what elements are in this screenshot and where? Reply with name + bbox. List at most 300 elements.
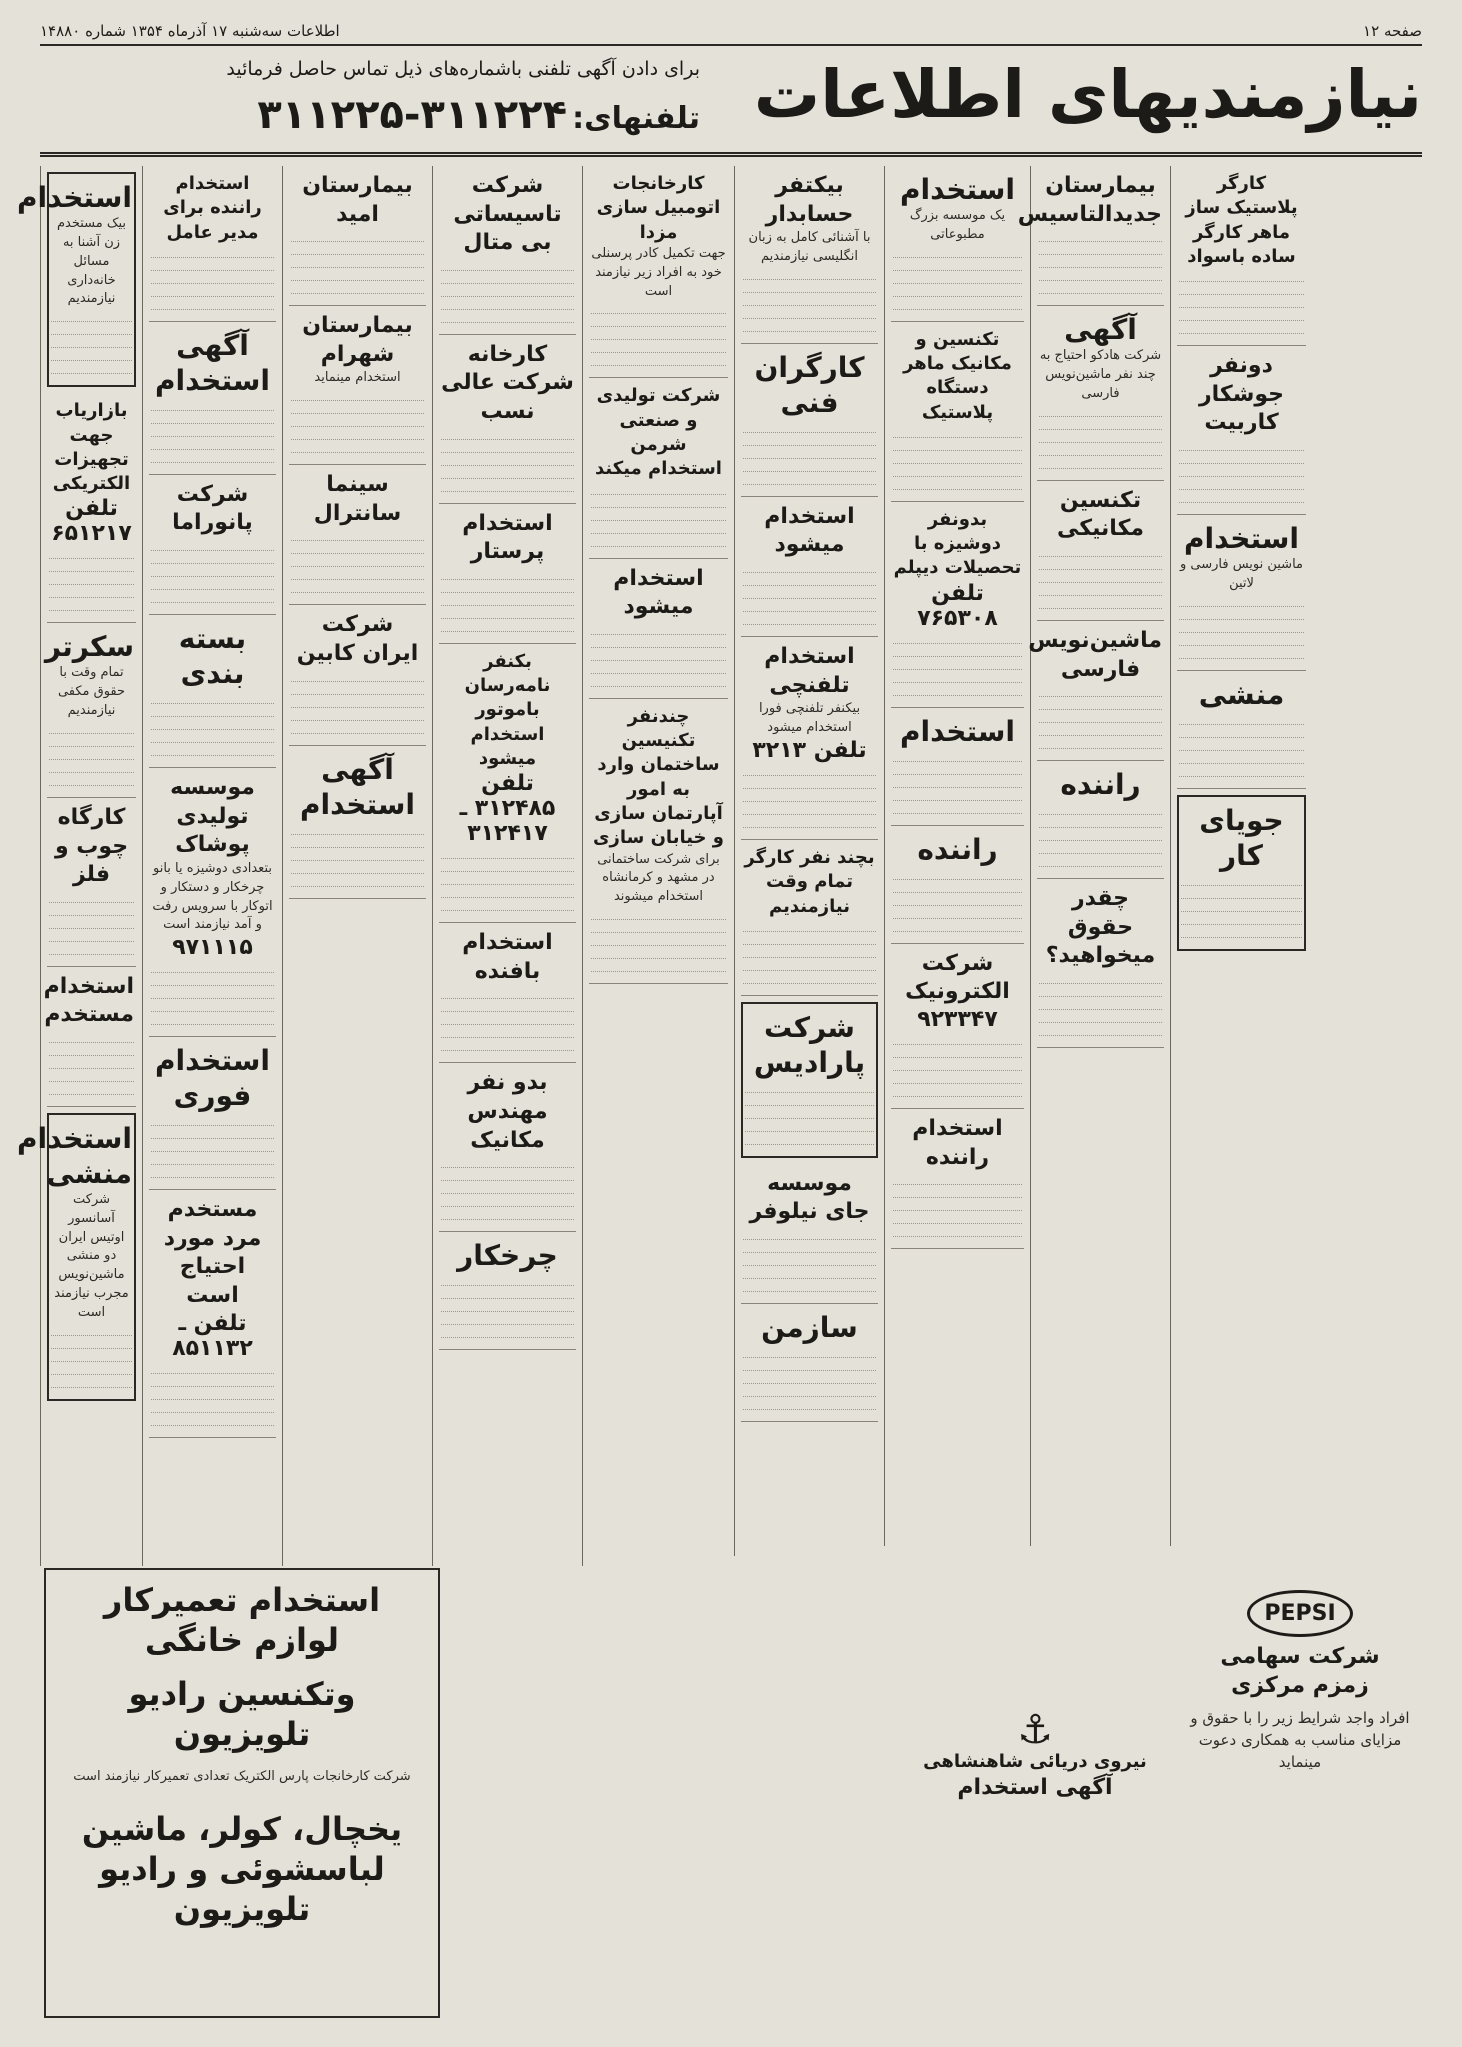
- small-print: [1179, 597, 1304, 607]
- small-print: [743, 792, 876, 802]
- ad-column: [282, 166, 432, 1566]
- appliance-repair-ad: [44, 1568, 440, 2018]
- ad-headline: تکنسین مکانیکی: [1057, 487, 1144, 542]
- classified-ad: [589, 166, 728, 378]
- small-print: [151, 720, 274, 730]
- navy-anchor-icon: ⚓: [1017, 1707, 1053, 1753]
- small-print: [291, 557, 424, 567]
- small-print: [291, 443, 424, 453]
- small-print: [291, 864, 424, 874]
- small-print: [743, 766, 876, 776]
- small-print: [893, 1201, 1022, 1211]
- small-print: [743, 1374, 876, 1384]
- small-print: [1181, 915, 1302, 925]
- ad-headline: منشی: [1198, 677, 1285, 711]
- small-print: [893, 870, 1022, 880]
- classified-ad: [439, 335, 576, 504]
- ad-column: [16, 166, 142, 1566]
- small-print: [893, 1035, 1022, 1045]
- small-print: [1039, 433, 1162, 443]
- small-print: [743, 602, 876, 612]
- small-print: [1181, 928, 1302, 938]
- small-print: [745, 1096, 874, 1106]
- small-print: [743, 818, 876, 828]
- small-print: [151, 1377, 274, 1387]
- classified-ad: [43, 967, 136, 1107]
- dateline: اطلاعات سه‌شنبه ۱۷ آذرماه ۱۳۵۴ شماره ۱۴۸۸۰: [40, 22, 340, 40]
- small-print: [151, 414, 274, 424]
- small-print: [1039, 974, 1162, 984]
- small-print: [49, 562, 134, 572]
- classified-ad: [16, 172, 136, 387]
- small-print: [743, 283, 876, 293]
- small-print: [743, 935, 876, 945]
- small-print: [893, 752, 1022, 762]
- small-print: [1039, 547, 1162, 557]
- small-print: [745, 1122, 874, 1132]
- ad-headline: استخدام مستخدم: [43, 973, 134, 1028]
- classified-ad: [741, 1304, 878, 1422]
- small-print: [49, 906, 134, 916]
- small-print: [893, 634, 1022, 644]
- ad-headline: بیمارستان امید: [302, 173, 413, 227]
- small-print: [1039, 1000, 1162, 1010]
- classified-ad: [891, 1109, 1024, 1249]
- small-print: [441, 609, 574, 619]
- ad-phone: تلفن ۳۲۱۳: [752, 737, 867, 763]
- small-print: [151, 733, 274, 743]
- small-print: [151, 1155, 274, 1165]
- small-print: [291, 583, 424, 593]
- small-print: [291, 531, 424, 541]
- classified-ad: [741, 840, 878, 996]
- ad-column: [432, 166, 582, 1566]
- classified-ad: [149, 1190, 276, 1437]
- classified-ad: [439, 166, 576, 335]
- appliance-ad-subtitle: وتکنسین رادیو تلویزیون: [128, 1675, 356, 1753]
- small-print: [1039, 245, 1162, 255]
- small-print: [151, 1364, 274, 1374]
- small-print: [893, 274, 1022, 284]
- small-print: [441, 862, 574, 872]
- small-print: [893, 791, 1022, 801]
- small-print: [893, 1048, 1022, 1058]
- small-print: [743, 270, 876, 280]
- small-print: [743, 423, 876, 433]
- small-print: [1039, 1013, 1162, 1023]
- small-print: [441, 1276, 574, 1286]
- small-print: [591, 343, 726, 353]
- small-print: [151, 989, 274, 999]
- small-print: [591, 651, 726, 661]
- ad-headline: شرکت تاسیساتی بی متال: [453, 173, 562, 256]
- small-print: [591, 485, 726, 495]
- ad-headline: چقدر حقوق میخواهید؟: [1045, 886, 1156, 969]
- small-print: [291, 711, 424, 721]
- small-print: [441, 261, 574, 271]
- classified-ad: [149, 768, 276, 1037]
- classified-ad: [589, 559, 728, 699]
- ad-headline: استخدام راننده: [912, 1115, 1003, 1170]
- classified-ad: [741, 166, 878, 344]
- small-print: [1179, 715, 1304, 725]
- small-print: [441, 901, 574, 911]
- small-print: [51, 338, 132, 348]
- small-print: [151, 567, 274, 577]
- small-print: [743, 805, 876, 815]
- small-print: [291, 245, 424, 255]
- small-print: [1039, 420, 1162, 430]
- small-print: [893, 287, 1022, 297]
- ad-headline: سکرتر: [44, 630, 134, 664]
- small-print: [743, 1230, 876, 1240]
- small-print: [743, 1361, 876, 1371]
- ad-headline: بیمارستان شهرام: [302, 313, 413, 367]
- small-print: [1181, 876, 1302, 886]
- ad-headline: استخدام پرستار: [462, 510, 553, 565]
- small-print: [591, 923, 726, 933]
- small-print: [1179, 298, 1304, 308]
- small-print: [743, 462, 876, 472]
- small-print: [1039, 459, 1162, 469]
- small-print: [893, 686, 1022, 696]
- classified-ad: [149, 1037, 276, 1190]
- small-print: [1179, 454, 1304, 464]
- small-print: [291, 570, 424, 580]
- ad-phone: تلفن ـ ۸۵۱۱۳۲: [172, 1310, 253, 1361]
- small-print: [893, 673, 1022, 683]
- ad-headline: کارگر پلاستیک ساز ماهر کارگر ساده باسواد: [1185, 173, 1298, 267]
- ad-column: [142, 166, 282, 1566]
- ad-headline: سینما سانترال: [313, 472, 402, 526]
- ad-headline: استخدام فوری: [154, 1044, 271, 1113]
- ad-text: استخدام مینماید: [314, 370, 401, 386]
- small-print: [743, 1269, 876, 1279]
- small-print: [893, 765, 1022, 775]
- small-print: [291, 851, 424, 861]
- small-print: [151, 1168, 274, 1178]
- small-print: [51, 1378, 132, 1388]
- small-print: [291, 838, 424, 848]
- ad-text: برای شرکت ساختمانی در مشهد و کرمانشاه استخدام میشوند: [597, 851, 720, 905]
- classified-ad: [439, 1232, 576, 1350]
- small-print: [151, 248, 274, 258]
- ad-headline: آگهی: [1064, 313, 1137, 347]
- small-print: [1039, 857, 1162, 867]
- small-print: [1039, 586, 1162, 596]
- small-print: [441, 1015, 574, 1025]
- small-print: [441, 1315, 574, 1325]
- small-print: [1039, 687, 1162, 697]
- ad-text: بیک مستخدم زن آشنا به مسائل خانه‌داری نیازمندیم: [56, 216, 127, 307]
- ad-headline: شرکت تولیدی و صنعتی شرمن استخدام میکند: [595, 385, 722, 480]
- ad-headline: ماشین‌نویس فارسی: [1028, 627, 1162, 682]
- ad-headline: بیمارستان جدیدالتاسیس: [1017, 173, 1162, 227]
- small-print: [151, 274, 274, 284]
- classified-ad: [16, 1113, 136, 1401]
- small-print: [893, 261, 1022, 271]
- small-print: [745, 1135, 874, 1145]
- small-print: [151, 963, 274, 973]
- small-print: [591, 949, 726, 959]
- classified-ad: [1177, 515, 1306, 671]
- ad-headline: بازاریاب جهت تجهیزات الکتریکی: [52, 400, 131, 495]
- zamzam-text: افراد واجد شرایط زیر را با حقوق و مزایای مناسب به همکاری دعوت مینماید: [1190, 1709, 1410, 1771]
- classified-ad: [439, 923, 576, 1063]
- ad-headline: استخدام تلفنچی: [764, 644, 855, 698]
- small-print: [893, 441, 1022, 451]
- small-print: [151, 287, 274, 297]
- small-print: [1179, 741, 1304, 751]
- small-print: [291, 404, 424, 414]
- classified-ad: [891, 502, 1024, 708]
- small-print: [151, 300, 274, 310]
- small-print: [441, 456, 574, 466]
- small-print: [49, 945, 134, 955]
- small-print: [893, 922, 1022, 932]
- phones-number: ۳۱۱۲۲۵-۳۱۱۲۲۴: [257, 92, 567, 138]
- small-print: [1179, 623, 1304, 633]
- small-print: [291, 825, 424, 835]
- small-print: [49, 1033, 134, 1043]
- small-print: [1179, 467, 1304, 477]
- ad-headline: تکنسین و مکانیک ماهر دستگاه پلاستیک: [903, 328, 1012, 423]
- small-print: [441, 430, 574, 440]
- small-print: [441, 1171, 574, 1181]
- small-print: [591, 498, 726, 508]
- small-print: [743, 1282, 876, 1292]
- small-print: [441, 469, 574, 479]
- small-print: [49, 1072, 134, 1082]
- small-print: [893, 1188, 1022, 1198]
- ad-headline: کارگاه چوب و فلز: [54, 804, 129, 888]
- small-print: [1039, 713, 1162, 723]
- small-print: [441, 482, 574, 492]
- small-print: [291, 284, 424, 294]
- small-print: [743, 1243, 876, 1253]
- small-print: [49, 776, 134, 786]
- small-print: [1179, 272, 1304, 282]
- small-print: [1179, 610, 1304, 620]
- small-print: [1039, 446, 1162, 456]
- small-print: [1039, 739, 1162, 749]
- small-print: [591, 330, 726, 340]
- small-print: [441, 583, 574, 593]
- small-print: [441, 875, 574, 885]
- zamzam-ad: [1180, 1580, 1420, 2010]
- classified-ad: [741, 497, 878, 637]
- ad-headline: بچند نفر کارگر تمام وقت نیازمندیم: [744, 846, 875, 917]
- ad-headline: بدو نفر مهندس مکانیک: [467, 1070, 548, 1153]
- small-print: [1179, 636, 1304, 646]
- small-print: [893, 467, 1022, 477]
- ad-column: [582, 166, 734, 1566]
- small-print: [591, 677, 726, 687]
- small-print: [441, 849, 574, 859]
- appliance-ad-items: یخچال، کولر، ماشین لباسشوئی و رادیو تلویزیون: [81, 1809, 403, 1928]
- ad-headline: آگهی استخدام: [154, 328, 271, 397]
- small-print: [591, 317, 726, 327]
- small-print: [1039, 818, 1162, 828]
- small-print: [51, 1339, 132, 1349]
- classified-ad: [149, 322, 276, 475]
- phones-label: تلفنهای:: [572, 101, 700, 136]
- ad-column: [884, 166, 1030, 1546]
- small-print: [1039, 573, 1162, 583]
- ad-headline: آگهی استخدام: [299, 752, 416, 821]
- ad-headline: چرخکار: [457, 1239, 558, 1273]
- small-print: [743, 961, 876, 971]
- small-print: [291, 724, 424, 734]
- small-print: [591, 304, 726, 314]
- ad-text: تمام وقت با حقوق مکفی نیازمندیم: [57, 665, 126, 719]
- small-print: [591, 511, 726, 521]
- ad-headline: مستخدم مرد مورد احتیاج است: [163, 1197, 262, 1309]
- classified-ad: [891, 166, 1024, 322]
- navy-title: نیروی دریائی شاهنشاهی: [923, 1751, 1147, 1772]
- small-print: [591, 910, 726, 920]
- ad-column: [1017, 166, 1170, 1546]
- small-print: [743, 296, 876, 306]
- ad-headline: موسسه جای نیلوفر: [749, 1170, 870, 1225]
- ad-text: جهت تکمیل کادر پرسنلی خود به افراد زیر نیازمند است: [591, 245, 726, 299]
- small-print: [49, 932, 134, 942]
- small-print: [441, 596, 574, 606]
- ad-headline: بکنفر نامه‌رسان باموتور استخدام میشود: [464, 650, 551, 769]
- small-print: [1039, 700, 1162, 710]
- ad-headline: شرکت ایران کابین: [296, 612, 419, 666]
- classified-ad: [741, 637, 878, 840]
- classified-ad: [1177, 795, 1306, 951]
- small-print: [743, 779, 876, 789]
- small-print: [743, 436, 876, 446]
- small-print: [893, 1214, 1022, 1224]
- small-print: [291, 417, 424, 427]
- classified-ad: [589, 378, 728, 558]
- small-print: [151, 1416, 274, 1426]
- small-print: [1039, 805, 1162, 815]
- small-print: [441, 888, 574, 898]
- small-print: [151, 1116, 274, 1126]
- small-print: [51, 312, 132, 322]
- classified-ad: [1037, 306, 1164, 481]
- small-print: [893, 647, 1022, 657]
- small-print: [893, 804, 1022, 814]
- small-print: [49, 737, 134, 747]
- ad-headline: استخدام: [899, 714, 1016, 748]
- classified-ad: [1037, 481, 1164, 621]
- small-print: [893, 660, 1022, 670]
- small-print: [441, 300, 574, 310]
- small-print: [151, 976, 274, 986]
- classified-ad: [891, 944, 1024, 1109]
- small-print: [441, 1028, 574, 1038]
- ad-headline: شرکت پانوراما: [172, 481, 253, 536]
- classified-ad: [289, 605, 426, 745]
- small-print: [745, 1109, 874, 1119]
- masthead-instruction: برای دادن آگهی تلفنی باشماره‌های ذیل تماس حاصل فرمائید: [226, 58, 700, 80]
- ad-column: [734, 166, 884, 1556]
- small-print: [591, 638, 726, 648]
- ad-headline: استخدام راننده برای مدیر عامل: [163, 173, 262, 243]
- small-print: [743, 309, 876, 319]
- small-print: [893, 1061, 1022, 1071]
- small-print: [441, 1210, 574, 1220]
- small-print: [51, 351, 132, 361]
- ad-headline: استخدام: [1183, 521, 1300, 555]
- small-print: [591, 962, 726, 972]
- ad-headline: بدونفر دوشیزه با تحصیلات دیپلم: [893, 508, 1022, 579]
- small-print: [291, 877, 424, 887]
- ad-phone: ۹۷۱۱۱۵: [172, 935, 253, 961]
- classified-ad: [741, 344, 878, 497]
- ad-headline: کارگران فنی: [754, 350, 865, 419]
- classified-ad: [289, 166, 426, 306]
- small-print: [893, 1175, 1022, 1185]
- classified-ad: [289, 746, 426, 899]
- small-print: [743, 589, 876, 599]
- ad-text: یک موسسه بزرگ مطبوعاتی: [909, 208, 1006, 242]
- small-print: [51, 364, 132, 374]
- small-print: [1039, 560, 1162, 570]
- small-print: [893, 909, 1022, 919]
- ad-headline: دونفر جوشکار کاربیت: [1198, 353, 1284, 436]
- ad-text: با آشنائی کامل به زبان انگلیسی نیازمندیم: [748, 230, 871, 265]
- small-print: [743, 563, 876, 573]
- small-print: [49, 575, 134, 585]
- small-print: [893, 896, 1022, 906]
- small-print: [151, 541, 274, 551]
- ad-phone: تلفن ۷۶۵۳۰۸: [917, 580, 998, 631]
- small-print: [743, 475, 876, 485]
- ad-headline: سازمن: [761, 1311, 858, 1345]
- ad-headline: کارخانه شرکت عالی نسب: [441, 341, 574, 424]
- classified-ad: [47, 798, 136, 967]
- ad-headline: موسسه تولیدی پوشاک: [170, 775, 255, 858]
- small-print: [893, 778, 1022, 788]
- ad-headline: استخدام بافنده: [462, 930, 553, 984]
- small-print: [1179, 441, 1304, 451]
- classified-ad: [1017, 166, 1164, 306]
- small-print: [441, 1302, 574, 1312]
- ad-headline: جویای کار: [1199, 803, 1284, 872]
- ad-phone: تلفن ۳۱۲۴۸۵ ـ ۳۱۲۴۱۷: [459, 771, 556, 847]
- small-print: [151, 746, 274, 756]
- classified-ad: [1028, 621, 1164, 761]
- small-print: [441, 570, 574, 580]
- small-print: [291, 672, 424, 682]
- small-print: [893, 428, 1022, 438]
- small-print: [291, 430, 424, 440]
- small-print: [151, 1015, 274, 1025]
- small-print: [441, 1158, 574, 1168]
- classified-ad: [47, 393, 136, 623]
- small-print: [49, 1059, 134, 1069]
- classified-ad: [289, 465, 426, 605]
- classified-ad: [741, 1164, 878, 1304]
- small-print: [441, 313, 574, 323]
- masthead-phones: [40, 92, 700, 138]
- small-print: [893, 1074, 1022, 1084]
- small-print: [893, 1087, 1022, 1097]
- classified-ad: [149, 166, 276, 322]
- small-print: [743, 576, 876, 586]
- small-print: [1179, 311, 1304, 321]
- small-print: [441, 1184, 574, 1194]
- classified-ad: [1177, 671, 1306, 789]
- small-print: [1039, 831, 1162, 841]
- small-print: [151, 1403, 274, 1413]
